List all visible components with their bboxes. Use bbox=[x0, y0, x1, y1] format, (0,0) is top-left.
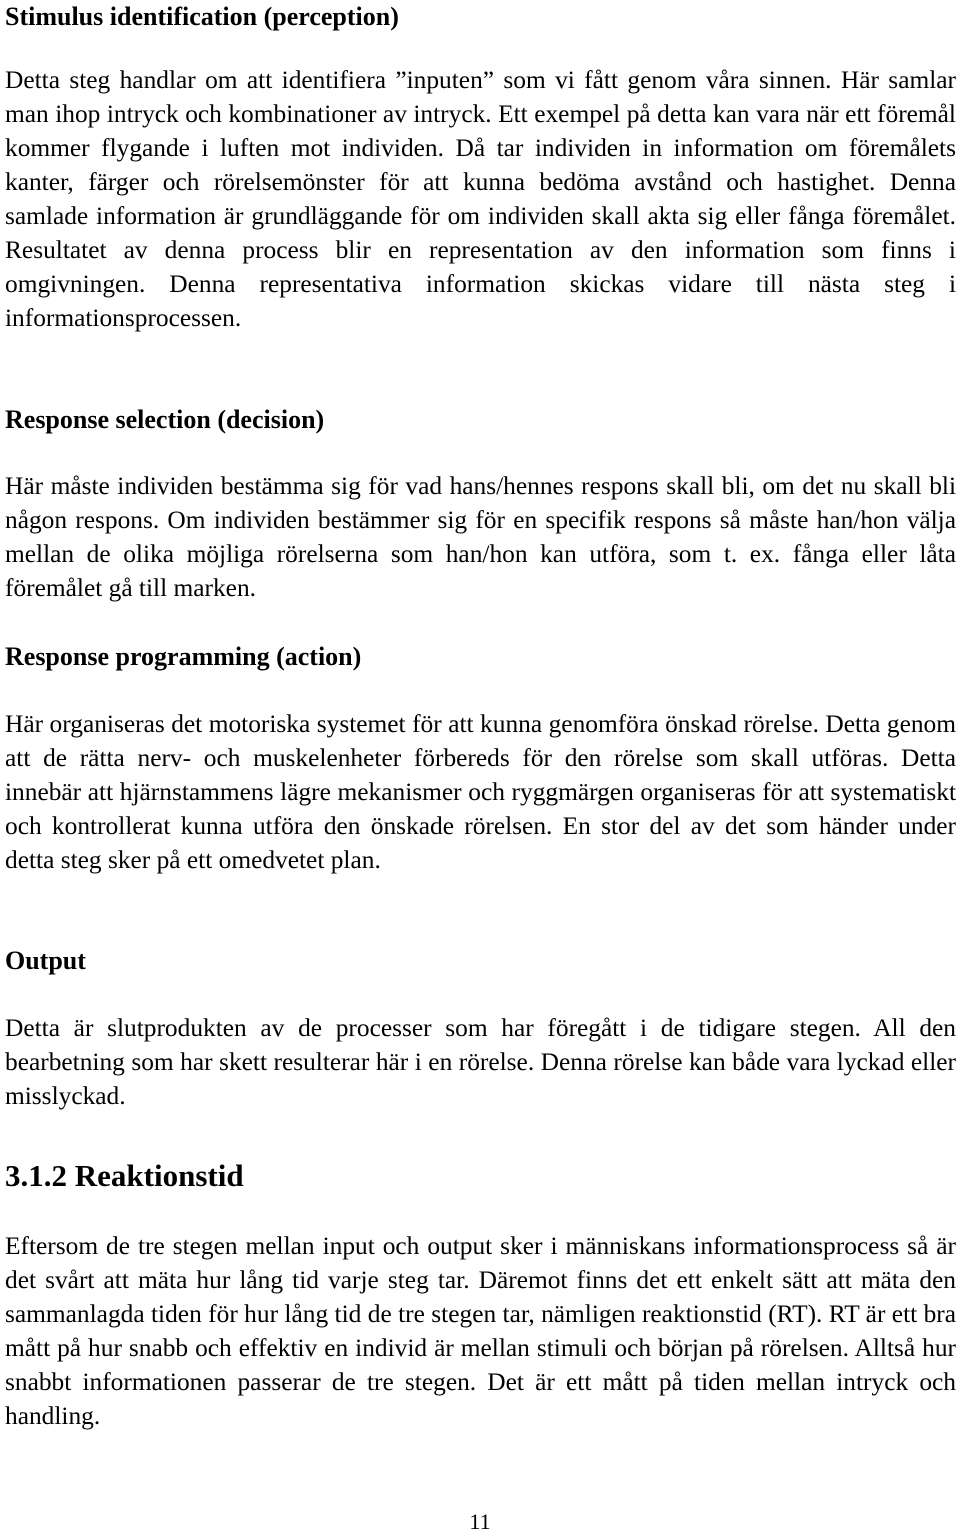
paragraph-stimulus-identification: Detta steg handlar om att identifiera ”inputen” som vi fått genom våra sinnen. Här samlar man ihop intryck och kombinationer av intryck. Ett exempel på detta kan vara när ett föremål kommer flygande i luften mot individen. Då tar individen in information om föremålets kanter, färger och rörelsemönster för att kunna bedöma avstånd och hastighet. Denna samlade information är grundläggande för om individen skall akta sig eller fånga föremålet. Resultatet av denna process blir en representation av den information som finns i omgivningen. Denna representativa information skickas vidare till nästa steg i informationsprocessen. bbox=[5, 66, 956, 332]
heading-stimulus-identification: Stimulus identification (perception) bbox=[5, 2, 399, 31]
heading-response-programming: Response programming (action) bbox=[5, 642, 362, 671]
paragraph-response-selection: Här måste individen bestämma sig för vad hans/hennes respons skall bli, om det nu skall bli någon respons. Om individen bestämmer sig för en specifik respons så måste han/hon välja mellan de olika möjliga rörelserna som han/hon kan utföra, som t. ex. fånga eller låta föremålet gå till marken. bbox=[5, 472, 956, 602]
paragraph-reaktionstid: Eftersom de tre stegen mellan input och output sker i människans informationsprocess så är det svårt att mäta hur lång tid varje steg tar. Däremot finns det ett enkelt sätt att mäta den sammanlagda tiden för hur lång tid de tre stegen tar, nämligen reaktionstid (RT). RT är ett bra mått på hur snabb och effektiv en individ är mellan stimuli och början på rörelsen. Alltså hur snabbt informationen passerar de tre stegen. Det är ett mått på tiden mellan intryck och handling. bbox=[5, 1232, 956, 1430]
page-number: 11 bbox=[469, 1509, 491, 1534]
heading-response-selection: Response selection (decision) bbox=[5, 405, 325, 434]
paragraph-response-programming: Här organiseras det motoriska systemet för att kunna genomföra önskad rörelse. Detta genom att de rätta nerv- och muskelenheter förbereds för den rörelse som skall utföras. Detta innebär att hjärnstammens lägre mekanismer och ryggmärgen organiseras för att systematiskt och kontrollerat kunna utföra den önskade rörelsen. En stor del av det som händer under detta steg sker på ett omedvetet plan. bbox=[5, 710, 956, 874]
section-heading-reaktionstid: 3.1.2 Reaktionstid bbox=[5, 1158, 244, 1193]
heading-output: Output bbox=[5, 946, 86, 975]
paragraph-output: Detta är slutprodukten av de processer som har föregått i de tidigare stegen. All den bearbetning som har skett resulterar här i en rörelse. Denna rörelse kan både vara lyckad eller misslyckad. bbox=[5, 1014, 956, 1110]
